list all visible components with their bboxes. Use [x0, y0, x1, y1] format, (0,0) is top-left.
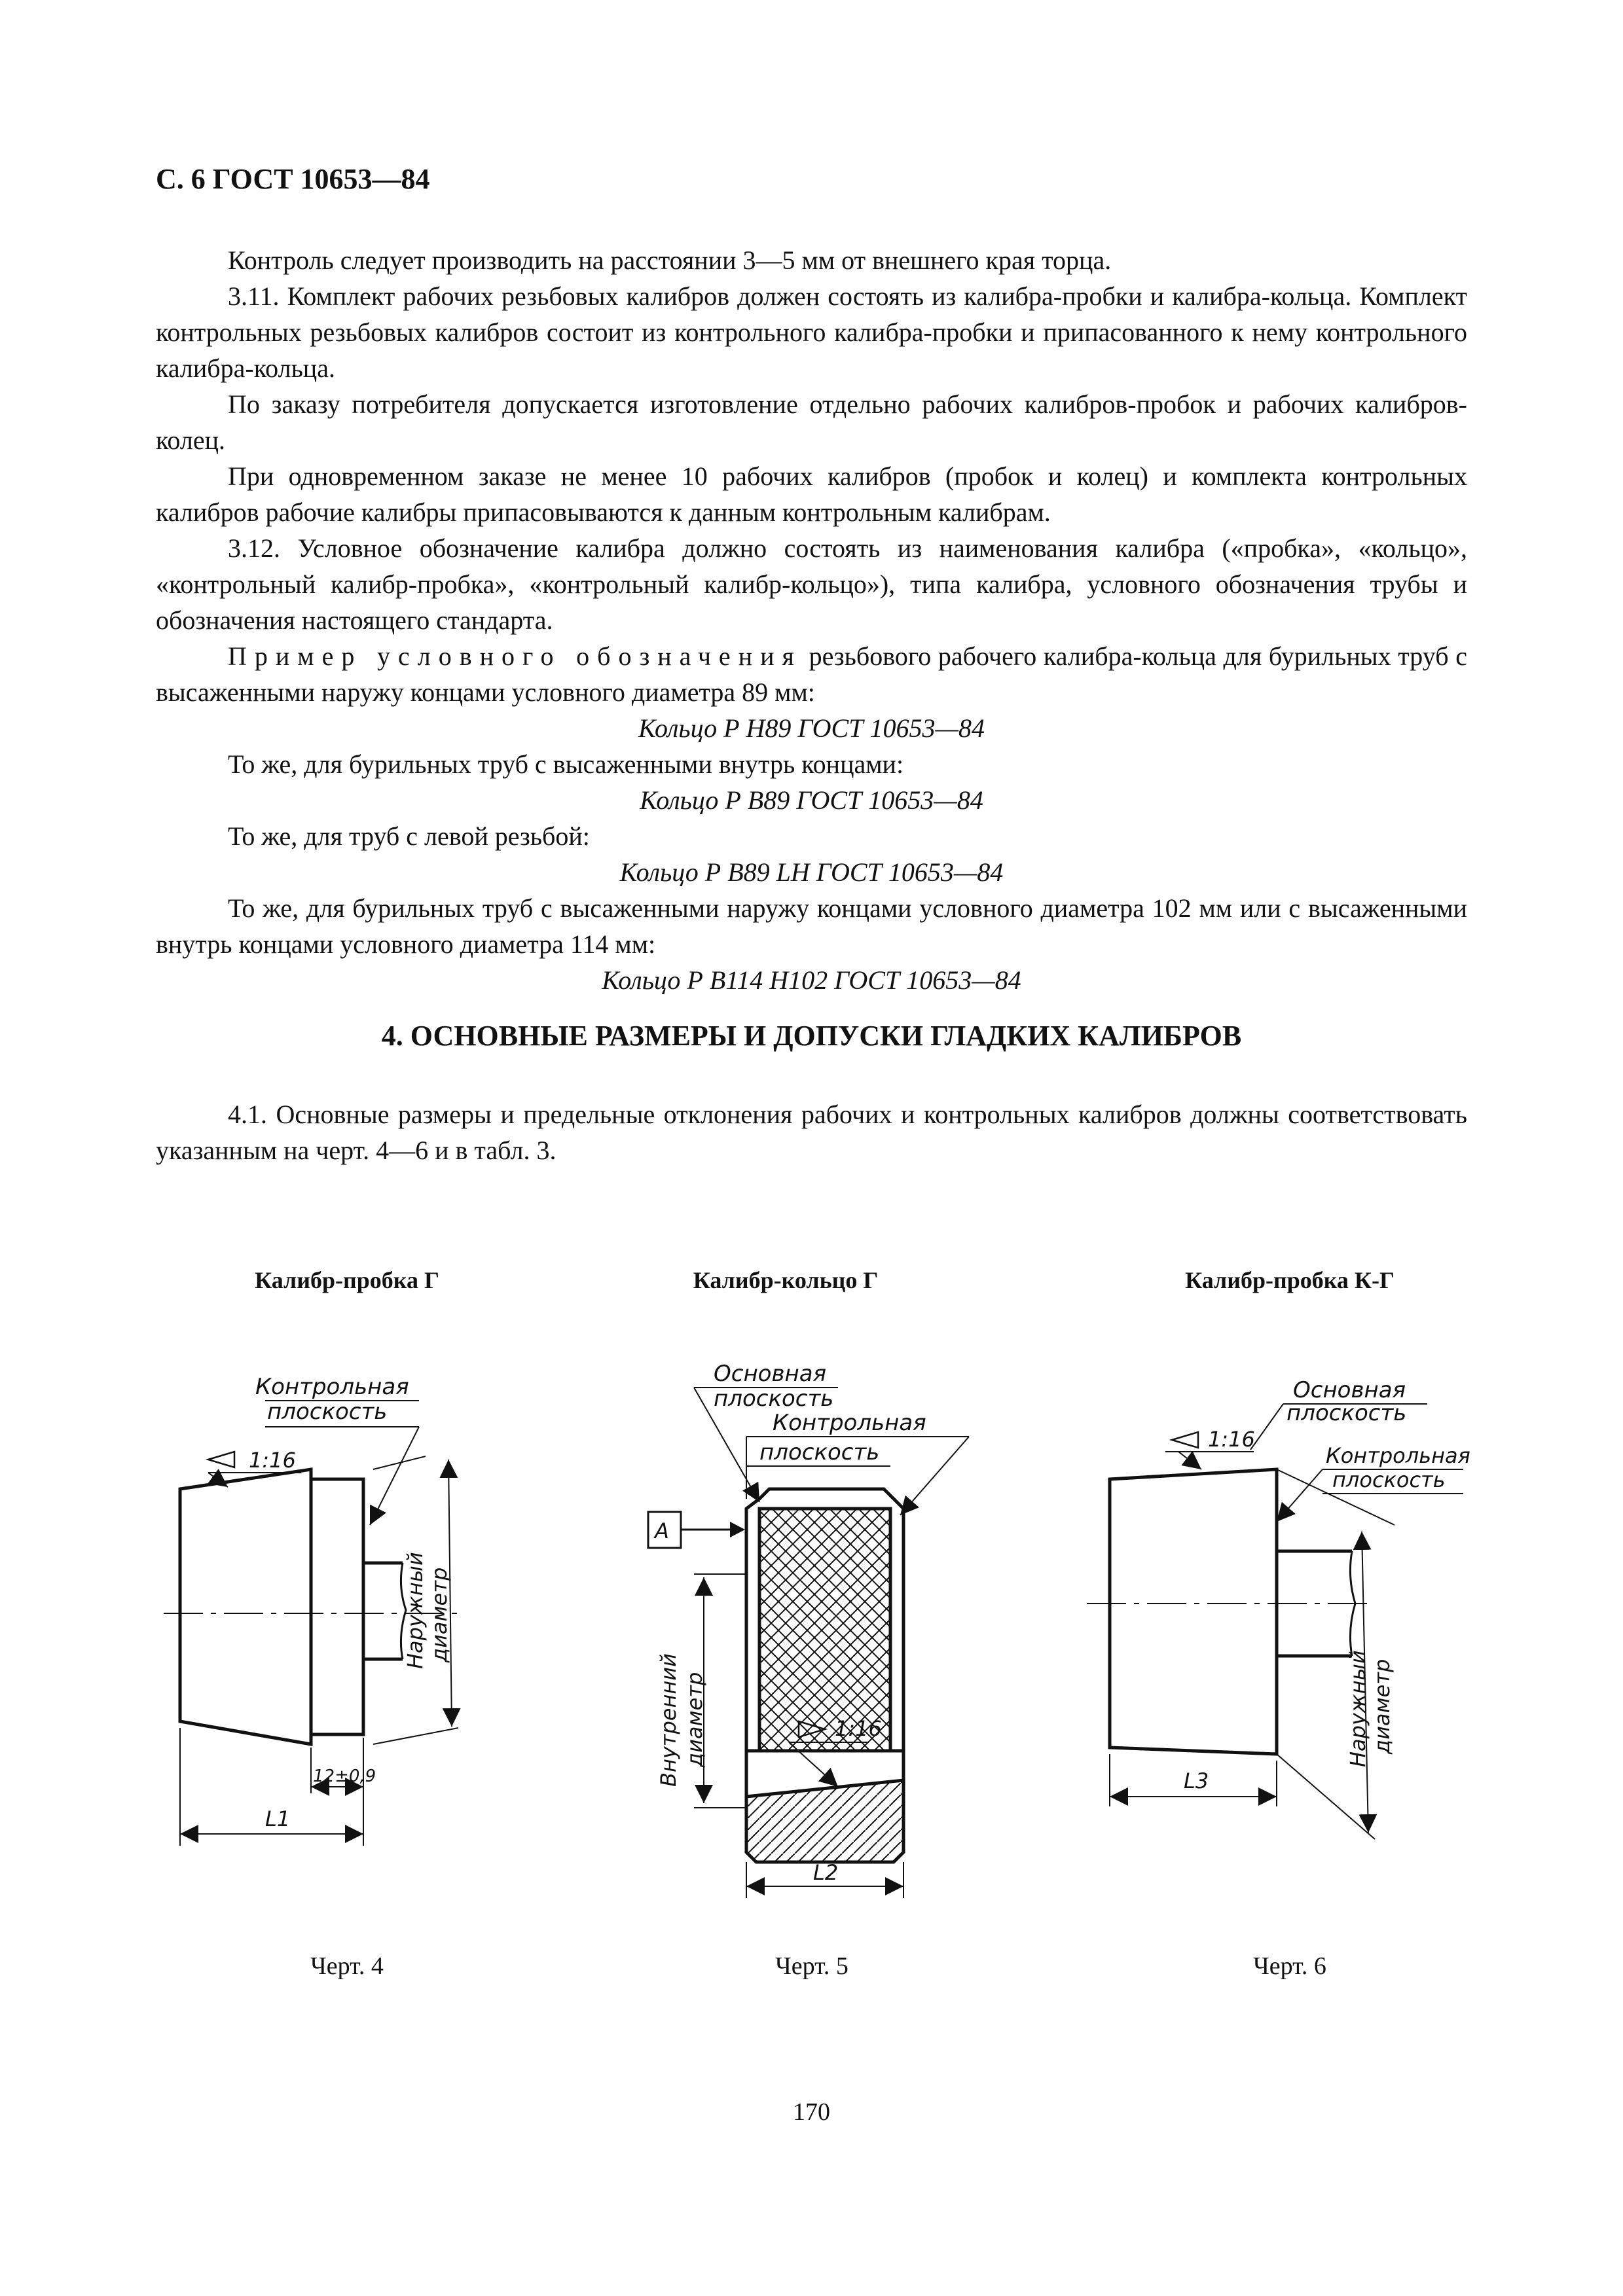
figure-4-drawing [151, 1335, 570, 1872]
paragraph: То же, для труб с левой резьбой: [228, 821, 590, 851]
base-plane-label: плоскость [1286, 1400, 1407, 1426]
outer-diameter-label: диаметр [427, 1567, 452, 1662]
ring-section [746, 1780, 903, 1862]
figure-6-caption: Черт. 6 [1253, 1952, 1326, 1980]
length-label: L2 [813, 1860, 839, 1885]
base-plane-label: Основная [714, 1361, 827, 1387]
figure-5-drawing [642, 1335, 1008, 1911]
control-plane-label: плоскость [1332, 1467, 1446, 1492]
section-title: 4. ОСНОВНЫЕ РАЗМЕРЫ И ДОПУСКИ ГЛАДКИХ КАЛИБРОВ [381, 1020, 1242, 1052]
page-number: 170 [793, 2098, 830, 2126]
paragraph: При одновременном заказе не менее 10 рабочих калибров (пробок и колец) и комплекта контрольных калибров рабочие калибры припасовываются к данным контрольным калибрам. [156, 461, 1467, 527]
base-plane-label: плоскость [714, 1386, 834, 1412]
paragraph-text: резьбового рабочего калибра-кольца для бурильных труб с высаженными наружу концами условного диаметра 89 мм: [156, 641, 1467, 707]
designation-example: Кольцо Р В89 LH ГОСТ 10653—84 [619, 857, 1004, 887]
paragraph: Контроль следует производить на расстоянии 3—5 мм от внешнего края торца. [228, 245, 1112, 275]
body-text [156, 242, 1467, 998]
figure-4-title: Калибр-пробка Г [255, 1267, 439, 1293]
plug-body [1110, 1469, 1277, 1754]
outer-diameter-label: Наружный [403, 1552, 428, 1669]
ring-knurl [759, 1509, 890, 1751]
taper-label: 1:16 [1208, 1427, 1255, 1452]
paragraph: 4.1. Основные размеры и предельные отклонения рабочих и контрольных калибров должны соответствовать указанным на черт. 4—6 и в табл. 3. [156, 1100, 1467, 1165]
control-plane-label: плоскость [267, 1399, 388, 1425]
figure-4-caption: Черт. 4 [310, 1952, 384, 1980]
paragraph: То же, для бурильных труб с высаженными наружу концами условного диаметра 102 мм или с высаженными внутрь концами условного диаметра 114 мм: [156, 893, 1467, 959]
designation-example: Кольцо Р Н89 ГОСТ 10653—84 [638, 713, 985, 743]
tolerance-label: 12±0,9 [313, 1767, 376, 1786]
datum-label: А [655, 1518, 669, 1543]
paragraph: 3.12. Условное обозначение калибра должно состоять из наименования калибра («пробка», «кольцо», «контрольный калибр-пробка», «контрольный калибр-кольцо»), типа калибра, условного обозначения трубы и обозначения настоящего стандарта. [156, 533, 1467, 635]
control-plane-label: Контрольная [1326, 1443, 1470, 1468]
inner-diameter-label: диаметр [682, 1672, 707, 1767]
plug-step [311, 1479, 363, 1734]
control-plane-label: плоскость [759, 1439, 880, 1465]
figure-6-drawing [1087, 1335, 1506, 1872]
control-plane-label: Контрольная [773, 1410, 926, 1436]
paragraph [156, 638, 1467, 710]
spaced-label: Пример условного обозначения [228, 641, 802, 671]
figure-6-title: Калибр-пробка К-Г [1185, 1267, 1395, 1293]
base-plane-label: Основная [1293, 1377, 1406, 1403]
figure-5-title: Калибр-кольцо Г [693, 1267, 879, 1293]
taper-label: 1:16 [835, 1716, 882, 1741]
length-label: L3 [1184, 1768, 1209, 1793]
taper-icon [1172, 1432, 1198, 1448]
taper-icon [208, 1452, 234, 1467]
outer-diameter-label: Наружный [1345, 1650, 1370, 1767]
control-plane-label: Контрольная [255, 1374, 409, 1400]
length-label: L1 [265, 1806, 291, 1831]
plug-shank [363, 1563, 403, 1659]
plug-body [180, 1469, 311, 1744]
figure-5-caption: Черт. 5 [775, 1952, 848, 1980]
outer-diameter-label: диаметр [1370, 1659, 1395, 1754]
paragraph: По заказу потребителя допускается изготовление отдельно рабочих калибров-пробок и рабочих калибров-колец. [156, 389, 1467, 455]
designation-example: Кольцо Р В114 Н102 ГОСТ 10653—84 [602, 965, 1021, 995]
page-header: С. 6 ГОСТ 10653—84 [156, 163, 430, 195]
inner-diameter-label: Внутренний [656, 1653, 681, 1787]
paragraph: То же, для бурильных труб с высаженными внутрь концами: [228, 749, 904, 779]
designation-example: Кольцо Р В89 ГОСТ 10653—84 [640, 785, 983, 815]
section-text [156, 1096, 1467, 1168]
paragraph: 3.11. Комплект рабочих резьбовых калибров должен состоять из калибра-пробки и калибра-кольца. Комплект контрольных резьбовых калибров состоит из контрольного калибра-пробки и припасованного к нему контрольного калибра-кольца. [156, 281, 1467, 383]
taper-label: 1:16 [249, 1448, 296, 1473]
